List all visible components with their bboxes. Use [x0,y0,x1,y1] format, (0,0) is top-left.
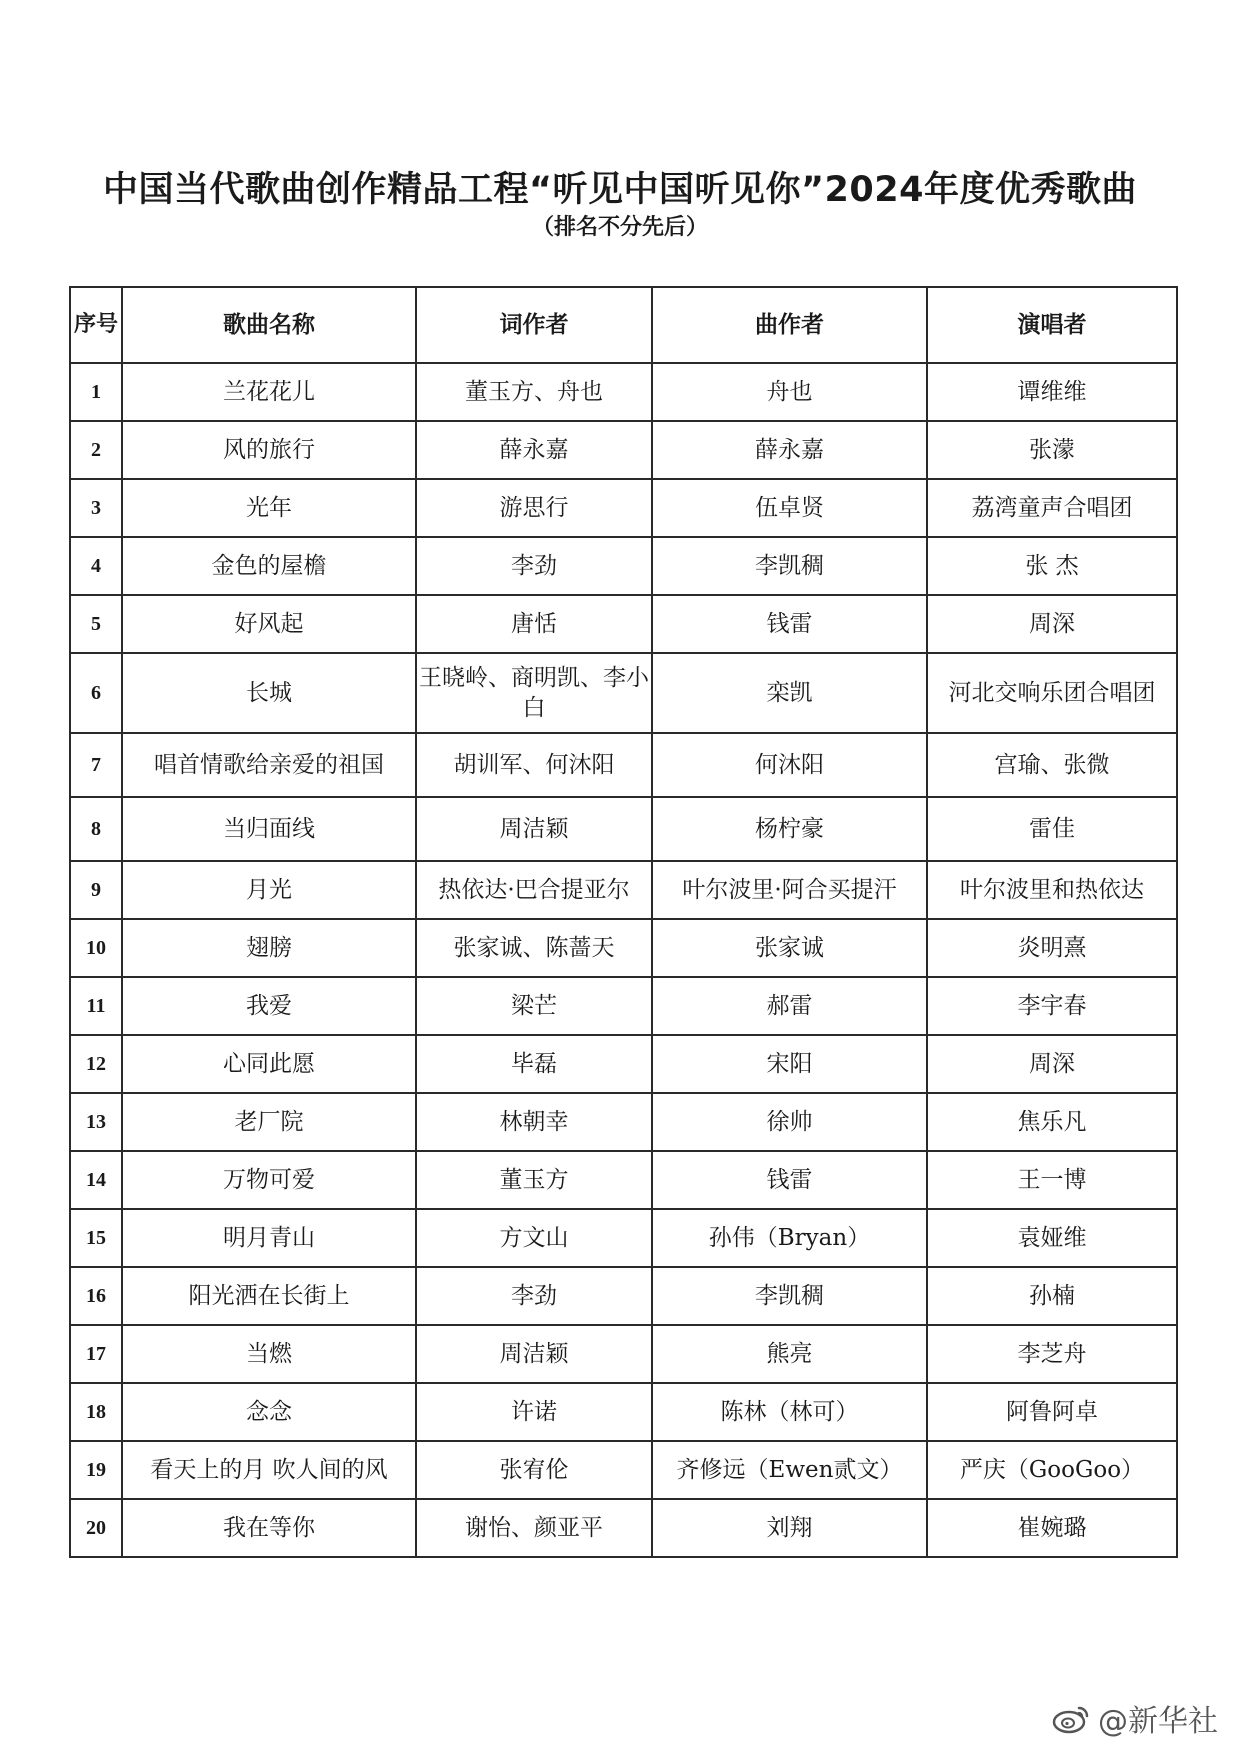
cell-singer: 袁娅维 [927,1209,1177,1267]
cell-composer: 熊亮 [652,1325,927,1383]
cell-lyricist: 薛永嘉 [416,421,652,479]
cell-song: 光年 [122,479,416,537]
cell-lyricist: 胡训军、何沐阳 [416,733,652,797]
cell-composer: 张家诚 [652,919,927,977]
cell-singer: 谭维维 [927,363,1177,421]
table-row [70,977,1177,1035]
cell-lyricist: 游思行 [416,479,652,537]
cell-composer: 孙伟（Bryan） [652,1209,927,1267]
cell-no: 4 [70,537,122,595]
table-row [70,595,1177,653]
cell-no: 18 [70,1383,122,1441]
table-header-row [70,287,1177,363]
cell-singer: 炎明熹 [927,919,1177,977]
cell-song: 阳光洒在长街上 [122,1267,416,1325]
cell-lyricist: 张宥伦 [416,1441,652,1499]
cell-song: 长城 [122,653,416,733]
cell-no: 9 [70,861,122,919]
header-composer: 曲作者 [652,287,927,363]
cell-composer: 宋阳 [652,1035,927,1093]
cell-no: 1 [70,363,122,421]
cell-composer: 伍卓贤 [652,479,927,537]
cell-lyricist: 林朝幸 [416,1093,652,1151]
cell-singer: 张 杰 [927,537,1177,595]
cell-composer: 叶尔波里·阿合买提汗 [652,861,927,919]
cell-song: 金色的屋檐 [122,537,416,595]
table-row [70,1151,1177,1209]
table-row [70,919,1177,977]
table-row [70,479,1177,537]
cell-singer: 叶尔波里和热依达 [927,861,1177,919]
cell-lyricist: 周洁颖 [416,797,652,861]
cell-singer: 严庆（GooGoo） [927,1441,1177,1499]
table-row [70,861,1177,919]
cell-singer: 王一博 [927,1151,1177,1209]
table-row [70,653,1177,733]
cell-lyricist: 李劲 [416,1267,652,1325]
cell-lyricist: 王晓岭、商明凯、李小白 [416,653,652,733]
cell-composer: 郝雷 [652,977,927,1035]
cell-lyricist: 方文山 [416,1209,652,1267]
page-title: 中国当代歌曲创作精品工程“听见中国听见你”2024年度优秀歌曲 [103,170,1137,210]
cell-lyricist: 唐恬 [416,595,652,653]
cell-no: 14 [70,1151,122,1209]
cell-lyricist: 谢怡、颜亚平 [416,1499,652,1557]
cell-lyricist: 热依达·巴合提亚尔 [416,861,652,919]
cell-no: 15 [70,1209,122,1267]
cell-song: 唱首情歌给亲爱的祖国 [122,733,416,797]
cell-composer: 齐修远（Ewen贰文） [652,1441,927,1499]
header-song: 歌曲名称 [122,287,416,363]
cell-singer: 张濛 [927,421,1177,479]
cell-no: 16 [70,1267,122,1325]
cell-composer: 刘翔 [652,1499,927,1557]
cell-singer: 宫瑜、张微 [927,733,1177,797]
header-lyricist: 词作者 [416,287,652,363]
cell-song: 念念 [122,1383,416,1441]
cell-song: 月光 [122,861,416,919]
cell-lyricist: 毕磊 [416,1035,652,1093]
cell-composer: 何沐阳 [652,733,927,797]
table-row [70,1441,1177,1499]
cell-composer: 舟也 [652,363,927,421]
page-subtitle: （排名不分先后） [531,215,708,240]
cell-singer: 周深 [927,595,1177,653]
cell-no: 19 [70,1441,122,1499]
cell-composer: 钱雷 [652,1151,927,1209]
cell-composer: 李凯稠 [652,537,927,595]
cell-no: 5 [70,595,122,653]
cell-composer: 李凯稠 [652,1267,927,1325]
cell-lyricist: 董玉方 [416,1151,652,1209]
cell-song: 兰花花儿 [122,363,416,421]
weibo-icon [1052,1702,1092,1734]
cell-composer: 钱雷 [652,595,927,653]
cell-song: 心同此愿 [122,1035,416,1093]
cell-song: 当归面线 [122,797,416,861]
cell-no: 12 [70,1035,122,1093]
cell-singer: 阿鲁阿卓 [927,1383,1177,1441]
cell-no: 11 [70,977,122,1035]
cell-no: 13 [70,1093,122,1151]
cell-lyricist: 张家诚、陈蔷天 [416,919,652,977]
table-row [70,1035,1177,1093]
table-row [70,421,1177,479]
table-row [70,537,1177,595]
cell-song: 我在等你 [122,1499,416,1557]
cell-song: 好风起 [122,595,416,653]
cell-no: 3 [70,479,122,537]
cell-no: 10 [70,919,122,977]
cell-singer: 李芝舟 [927,1325,1177,1383]
cell-no: 7 [70,733,122,797]
header-no: 序号 [70,287,122,363]
songs-table [69,286,1178,1558]
table-row [70,1325,1177,1383]
cell-lyricist: 许诺 [416,1383,652,1441]
table-row [70,1209,1177,1267]
table-row [70,1267,1177,1325]
cell-composer: 杨柠豪 [652,797,927,861]
cell-no: 17 [70,1325,122,1383]
cell-no: 6 [70,653,122,733]
cell-composer: 陈林（林可） [652,1383,927,1441]
cell-song: 看天上的月 吹人间的风 [122,1441,416,1499]
table-row [70,363,1177,421]
cell-lyricist: 梁芒 [416,977,652,1035]
cell-composer: 栾凯 [652,653,927,733]
cell-lyricist: 周洁颖 [416,1325,652,1383]
cell-song: 万物可爱 [122,1151,416,1209]
cell-singer: 雷佳 [927,797,1177,861]
cell-singer: 周深 [927,1035,1177,1093]
cell-song: 翅膀 [122,919,416,977]
table-row [70,1093,1177,1151]
watermark [1052,1696,1218,1740]
cell-composer: 薛永嘉 [652,421,927,479]
cell-lyricist: 董玉方、舟也 [416,363,652,421]
cell-lyricist: 李劲 [416,537,652,595]
cell-song: 老厂院 [122,1093,416,1151]
header-singer: 演唱者 [927,287,1177,363]
cell-no: 8 [70,797,122,861]
cell-no: 2 [70,421,122,479]
cell-singer: 孙楠 [927,1267,1177,1325]
cell-song: 风的旅行 [122,421,416,479]
cell-song: 我爱 [122,977,416,1035]
cell-composer: 徐帅 [652,1093,927,1151]
cell-singer: 焦乐凡 [927,1093,1177,1151]
watermark-text: @新华社 [1098,1704,1218,1739]
cell-song: 明月青山 [122,1209,416,1267]
cell-singer: 荔湾童声合唱团 [927,479,1177,537]
cell-singer: 河北交响乐团合唱团 [927,653,1177,733]
table-row [70,733,1177,797]
cell-singer: 李宇春 [927,977,1177,1035]
table-row [70,1499,1177,1557]
table-row [70,797,1177,861]
cell-song: 当燃 [122,1325,416,1383]
cell-no: 20 [70,1499,122,1557]
table-row [70,1383,1177,1441]
cell-singer: 崔婉璐 [927,1499,1177,1557]
